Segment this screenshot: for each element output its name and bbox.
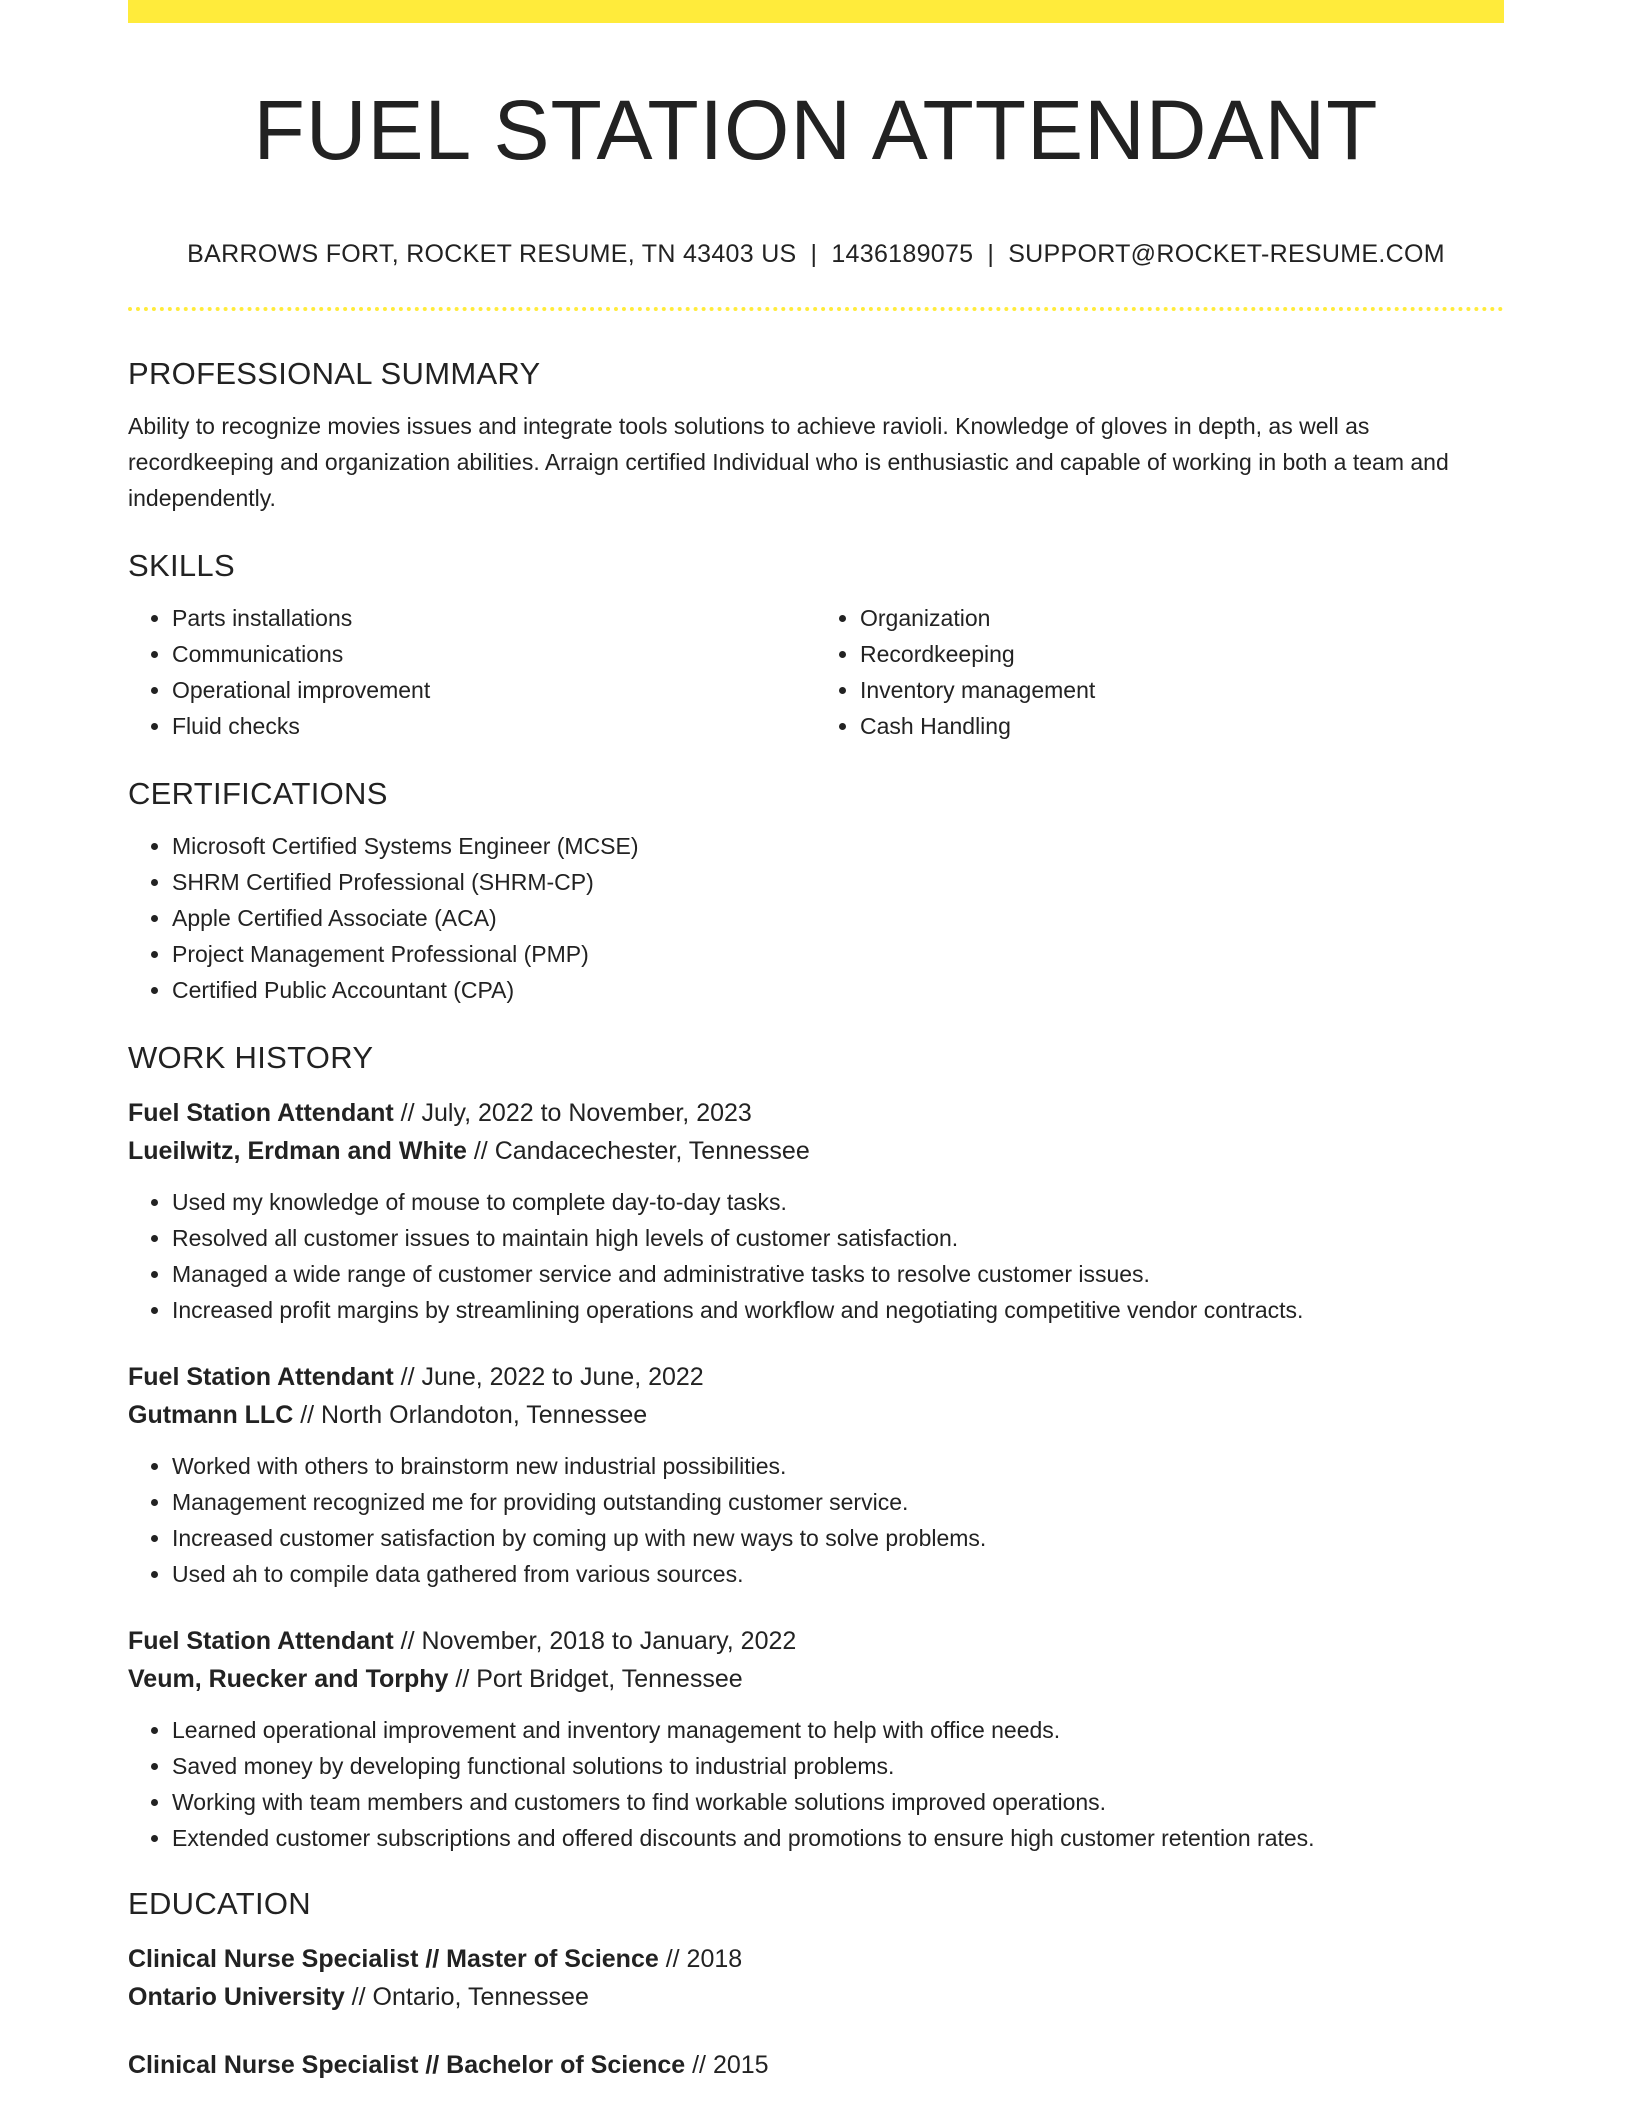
resume-page — [128, 0, 1504, 2112]
job-entry — [128, 1622, 1504, 1856]
skill-item: • Cash Handling — [860, 708, 1504, 744]
education-degree: Clinical Nurse Specialist // Master of Science — [128, 1945, 659, 1973]
job-title: Fuel Station Attendant — [128, 1099, 394, 1127]
education-heading: EDUCATION — [128, 1886, 311, 1921]
contact-address: BARROWS FORT, ROCKET RESUME, TN 43403 US — [187, 240, 797, 268]
job-bullet: • Management recognized me for providing outstanding customer service. — [172, 1484, 1504, 1520]
job-bullet: • Saved money by developing functional solutions to industrial problems. — [172, 1748, 1504, 1784]
skill-item: • Parts installations — [172, 600, 816, 636]
work-history-heading: WORK HISTORY — [128, 1040, 374, 1075]
certification-item: • Microsoft Certified Systems Engineer (MCSE) — [172, 828, 1504, 864]
job-dates: // June, 2022 to June, 2022 — [393, 1363, 704, 1391]
skill-item: • Inventory management — [860, 672, 1504, 708]
skills-section — [128, 544, 1504, 744]
skills-grid — [128, 600, 1504, 744]
job-title-line — [128, 1358, 1504, 1396]
job-bullets — [128, 1448, 1504, 1592]
job-company: Gutmann LLC — [128, 1401, 294, 1429]
job-location: // Candacechester, Tennessee — [466, 1137, 810, 1165]
job-bullet: • Increased customer satisfaction by coming up with new ways to solve problems. — [172, 1520, 1504, 1556]
skill-item: • Recordkeeping — [860, 636, 1504, 672]
resume-body — [128, 352, 1504, 2084]
job-company: Veum, Ruecker and Torphy — [128, 1665, 449, 1693]
job-company-line — [128, 1132, 1504, 1170]
education-degree: Clinical Nurse Specialist // Bachelor of Science — [128, 2051, 686, 2079]
job-company: Lueilwitz, Erdman and White — [128, 1137, 467, 1165]
education-degree-line — [128, 2046, 1504, 2084]
certification-item: • Apple Certified Associate (ACA) — [172, 900, 1504, 936]
work-history-section — [128, 1036, 1504, 1856]
job-entry — [128, 1358, 1504, 1592]
job-title-line — [128, 1622, 1504, 1660]
certification-item: • SHRM Certified Professional (SHRM-CP) — [172, 864, 1504, 900]
job-bullet: • Extended customer subscriptions and offered discounts and promotions to ensure high customer retention rates. — [172, 1820, 1504, 1856]
education-school-line — [128, 1978, 1504, 2016]
job-dates: // July, 2022 to November, 2023 — [393, 1099, 752, 1127]
contact-email[interactable]: SUPPORT@ROCKET-RESUME.COM — [1008, 240, 1445, 268]
job-bullets — [128, 1712, 1504, 1856]
skills-heading: SKILLS — [128, 548, 235, 583]
job-bullet: • Learned operational improvement and inventory management to help with office needs. — [172, 1712, 1504, 1748]
education-entry — [128, 2046, 1504, 2084]
job-location: // North Orlandoton, Tennessee — [293, 1401, 648, 1429]
accent-bar — [128, 0, 1504, 23]
job-bullet: • Increased profit margins by streamlining operations and workflow and negotiating competitive vendor contracts. — [172, 1292, 1504, 1328]
summary-heading: PROFESSIONAL SUMMARY — [128, 356, 541, 391]
job-bullet: • Resolved all customer issues to maintain high levels of customer satisfaction. — [172, 1220, 1504, 1256]
certification-item: • Certified Public Accountant (CPA) — [172, 972, 1504, 1008]
job-bullets — [128, 1184, 1504, 1328]
skill-item: • Operational improvement — [172, 672, 816, 708]
resume-title: FUEL STATION ATTENDANT — [253, 83, 1379, 177]
job-company-line — [128, 1396, 1504, 1434]
job-title: Fuel Station Attendant — [128, 1627, 394, 1655]
job-company-line — [128, 1660, 1504, 1698]
contact-separator: | — [987, 240, 995, 268]
certifications-section — [128, 772, 1504, 1008]
job-bullet: • Working with team members and customers to find workable solutions improved operations. — [172, 1784, 1504, 1820]
skill-item: • Communications — [172, 636, 816, 672]
summary-section — [128, 352, 1504, 516]
header-divider — [128, 307, 1504, 311]
job-title: Fuel Station Attendant — [128, 1363, 394, 1391]
contact-phone[interactable]: 1436189075 — [831, 240, 974, 268]
education-year: // 2018 — [658, 1945, 743, 1973]
education-year: // 2015 — [685, 2051, 769, 2079]
skills-list-left — [128, 600, 816, 744]
job-bullet: • Used my knowledge of mouse to complete day-to-day tasks. — [172, 1184, 1504, 1220]
skill-item: • Organization — [860, 600, 1504, 636]
summary-text: Ability to recognize movies issues and integrate tools solutions to achieve ravioli. Knowledge of gloves in depth, as well as recordkeeping and organization abilities. Arraign certified Individual who is enthusiastic and capable of working in both a team and independently. — [128, 413, 1449, 511]
education-degree-line — [128, 1940, 1504, 1978]
job-location: // Port Bridget, Tennessee — [448, 1665, 743, 1693]
education-section — [128, 1882, 1504, 2084]
contact-separator: | — [810, 240, 818, 268]
contact-line — [128, 236, 1504, 272]
skill-item: • Fluid checks — [172, 708, 816, 744]
job-dates: // November, 2018 to January, 2022 — [393, 1627, 797, 1655]
job-bullet: • Worked with others to brainstorm new industrial possibilities. — [172, 1448, 1504, 1484]
skills-list-right — [816, 600, 1504, 744]
education-entry — [128, 1940, 1504, 2016]
job-bullet: • Used ah to compile data gathered from various sources. — [172, 1556, 1504, 1592]
job-bullet: • Managed a wide range of customer service and administrative tasks to resolve customer issues. — [172, 1256, 1504, 1292]
education-school: Ontario University — [128, 1983, 345, 2011]
certification-item: • Project Management Professional (PMP) — [172, 936, 1504, 972]
certifications-list — [128, 828, 1504, 1008]
job-title-line — [128, 1094, 1504, 1132]
certifications-heading: CERTIFICATIONS — [128, 776, 388, 811]
education-location: // Ontario, Tennessee — [344, 1983, 589, 2011]
job-entry — [128, 1094, 1504, 1328]
